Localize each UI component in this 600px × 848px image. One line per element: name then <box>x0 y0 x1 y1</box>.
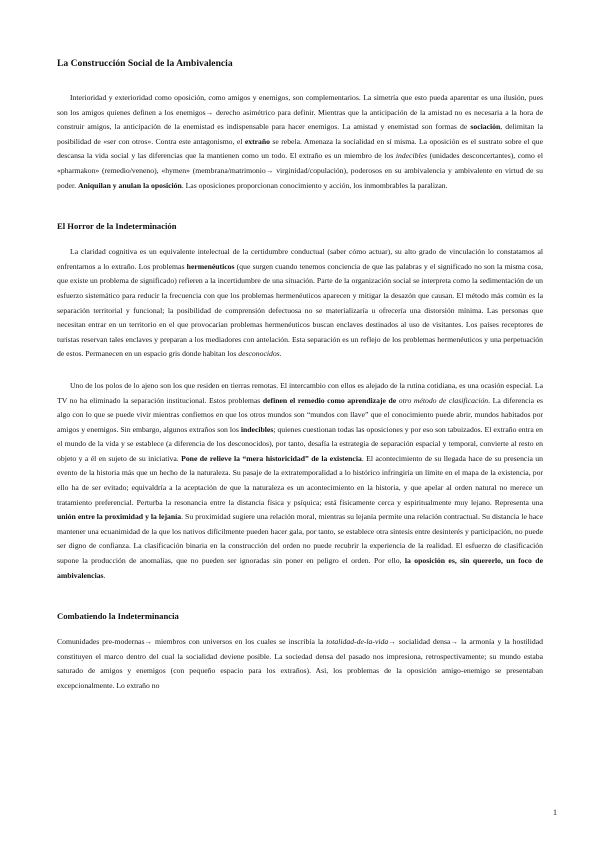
section-heading-combatiendo: Combatiendo la Indeterminancia <box>57 611 179 622</box>
paragraph-polos-ajeno: Uno de los polos de lo ajeno son los que residen en tierras remotas. El intercambio con ellos es alejado de la rutina cotidiana, es una ocasión especial. La TV no ha eliminado la separación institucional. Estos problemas definen el remedio como aprendizaje de otro método de clasificación. La diferencia es algo con lo que se puede vivir mientras confiemos en que los otros mundos son “mundos con llave” que el conocimiento puede abrir, mundos habitados por amigos y enemigos. Sin embargo, algunos extraños son los indecibles; quienes cuestionan todas las oposiciones y por eso son tabuizados. El extraño entra en el mundo de la vida y se establece (a diferencia de los desconocidos), por tanto, desafía la estrategia de separación espacial y temporal, convierte al resto en objeto y a él en sujeto de su iniciativa. Pone de relieve la “mera historicidad” de la existencia. El acontecimiento de su llegada hace de su presencia un evento de la historia más que un hecho de la naturaleza. Su pasaje de la extratemporalidad a lo histórico infringiría un límite en el mapa de la existencia, por ello ha de ser evitado; equivaldría a la aceptación de que la naturaleza es un acontecimiento en la historia, y que apelar al orden natural no merece un tratamiento preferencial. Perturba la resonancia entre la distancia física y psíquica; está físicamente cerca y espiritualmente muy lejano. Representa una unión entre la proximidad y la lejanía. Su proximidad sugiere una relación moral, mientras su lejanía permite una relación contractual. Su distancia le hace mantener una ecuanimidad de la que los nativos difícilmente pueden hacer gala, por tanto, se establece otra síntesis entre desinterés y participación, no puede ser digno de confianza. La clasificación binaria en la construcción del orden no puede recubrir la experiencia de la realidad. El esfuerzo de clasificación supone la producción de anomalías, que no pueden ser ignoradas sin poner en peligro el orden. Por ello, la oposición es, sin quererlo, un foco de ambivalencias. <box>57 380 544 580</box>
paragraph-interioridad: Interioridad y exterioridad como oposición, como amigos y enemigos, son complementarios. La simetría que esto pueda aparentar es una ilusión, pues son los amigos quienes definen a los enemigos→ derecho asimétrico para definir. Mientras que la anticipación de la amistad no es necesaria a la hora de construir amigos, la anticipación de la enemistad es indispensable para hacer enemigos. La amistad y enemistad son formas de sociación, delimitan la posibilidad de «ser con otros». Contra este antagonismo, el extraño se rebela. Amenaza la socialidad en sí misma. La oposición es el sustrato sobre el que descansa la vida social y las diferencias que la mantienen como un todo. El extraño es un miembro de los indecibles (unidades desconcertantes), como el «pharmakon» (remedio/veneno), «hymen» (membrana/matrimonio→ virginidad/copulación), poderosos en su ambivalencia y ambivalente en virtud de su poder. Aniquilan y anulan la oposición. Las oposiciones proporcionan conocimiento y acción, los inmombrables la paralizan. <box>57 93 543 190</box>
document-body <box>57 58 543 694</box>
paragraph-comunidades: Comunidades pre-modernas→ miembros con universos en los cuales se inscribía la totalidad-de-la-vida→ socialidad densa→ la armonía y la hostilidad constituyen el marco dentro del cual la socialidad deviene posible. La sociedad densa del pasado nos impresiona, retrospectivamente; su mundo estaba saturado de amigos y enemigos (con pequeño espacio para los extraños). Así, los problemas de la oposición amigo-enemigo se presentaban excepcionalmente. Lo extraño no <box>57 637 543 690</box>
paragraph-claridad-cognitiva: La claridad cognitiva es un equivalente intelectual de la certidumbre conductual (saber cómo actuar), su alto grado de vinculación lo constatamos al enfrentarnos a lo extraño. Los problemas hermenéuticos (que surgen cuando tenemos conciencia de que las palabras y el significado no son la misma cosa, que existe un problema de significado) refieren a la incertidumbre de una situación. Parte de la organización social se interpreta como la sedimentación de un esfuerzo sistemático para reducir la frecuencia con que los problemas hermenéuticos aparecen y mitigar la desazón que causan. El método más común es la separación territorial y funcional; la posibilidad de comprensión defectuosa no se materializaría u ofrecería una distorsión mínima. Las personas que necesitan entrar en un territorio en el que provocarían problemas hermenéuticos buscan enclaves destinados al uso de visitantes. Los países receptores de turistas reservan tales enclaves y preparan a los mediadores con antelación. Esta separación es un reflejo de los problemas hermenéuticos y una perpetuación de estos. Permanecen en un espacio gris donde habitan los desconocidos. <box>57 247 544 359</box>
section-heading-horror: El Horror de la Indeterminación <box>57 221 177 232</box>
page-number: 1 <box>553 808 557 817</box>
document-title: La Construcción Social de la Ambivalencia <box>57 58 233 69</box>
